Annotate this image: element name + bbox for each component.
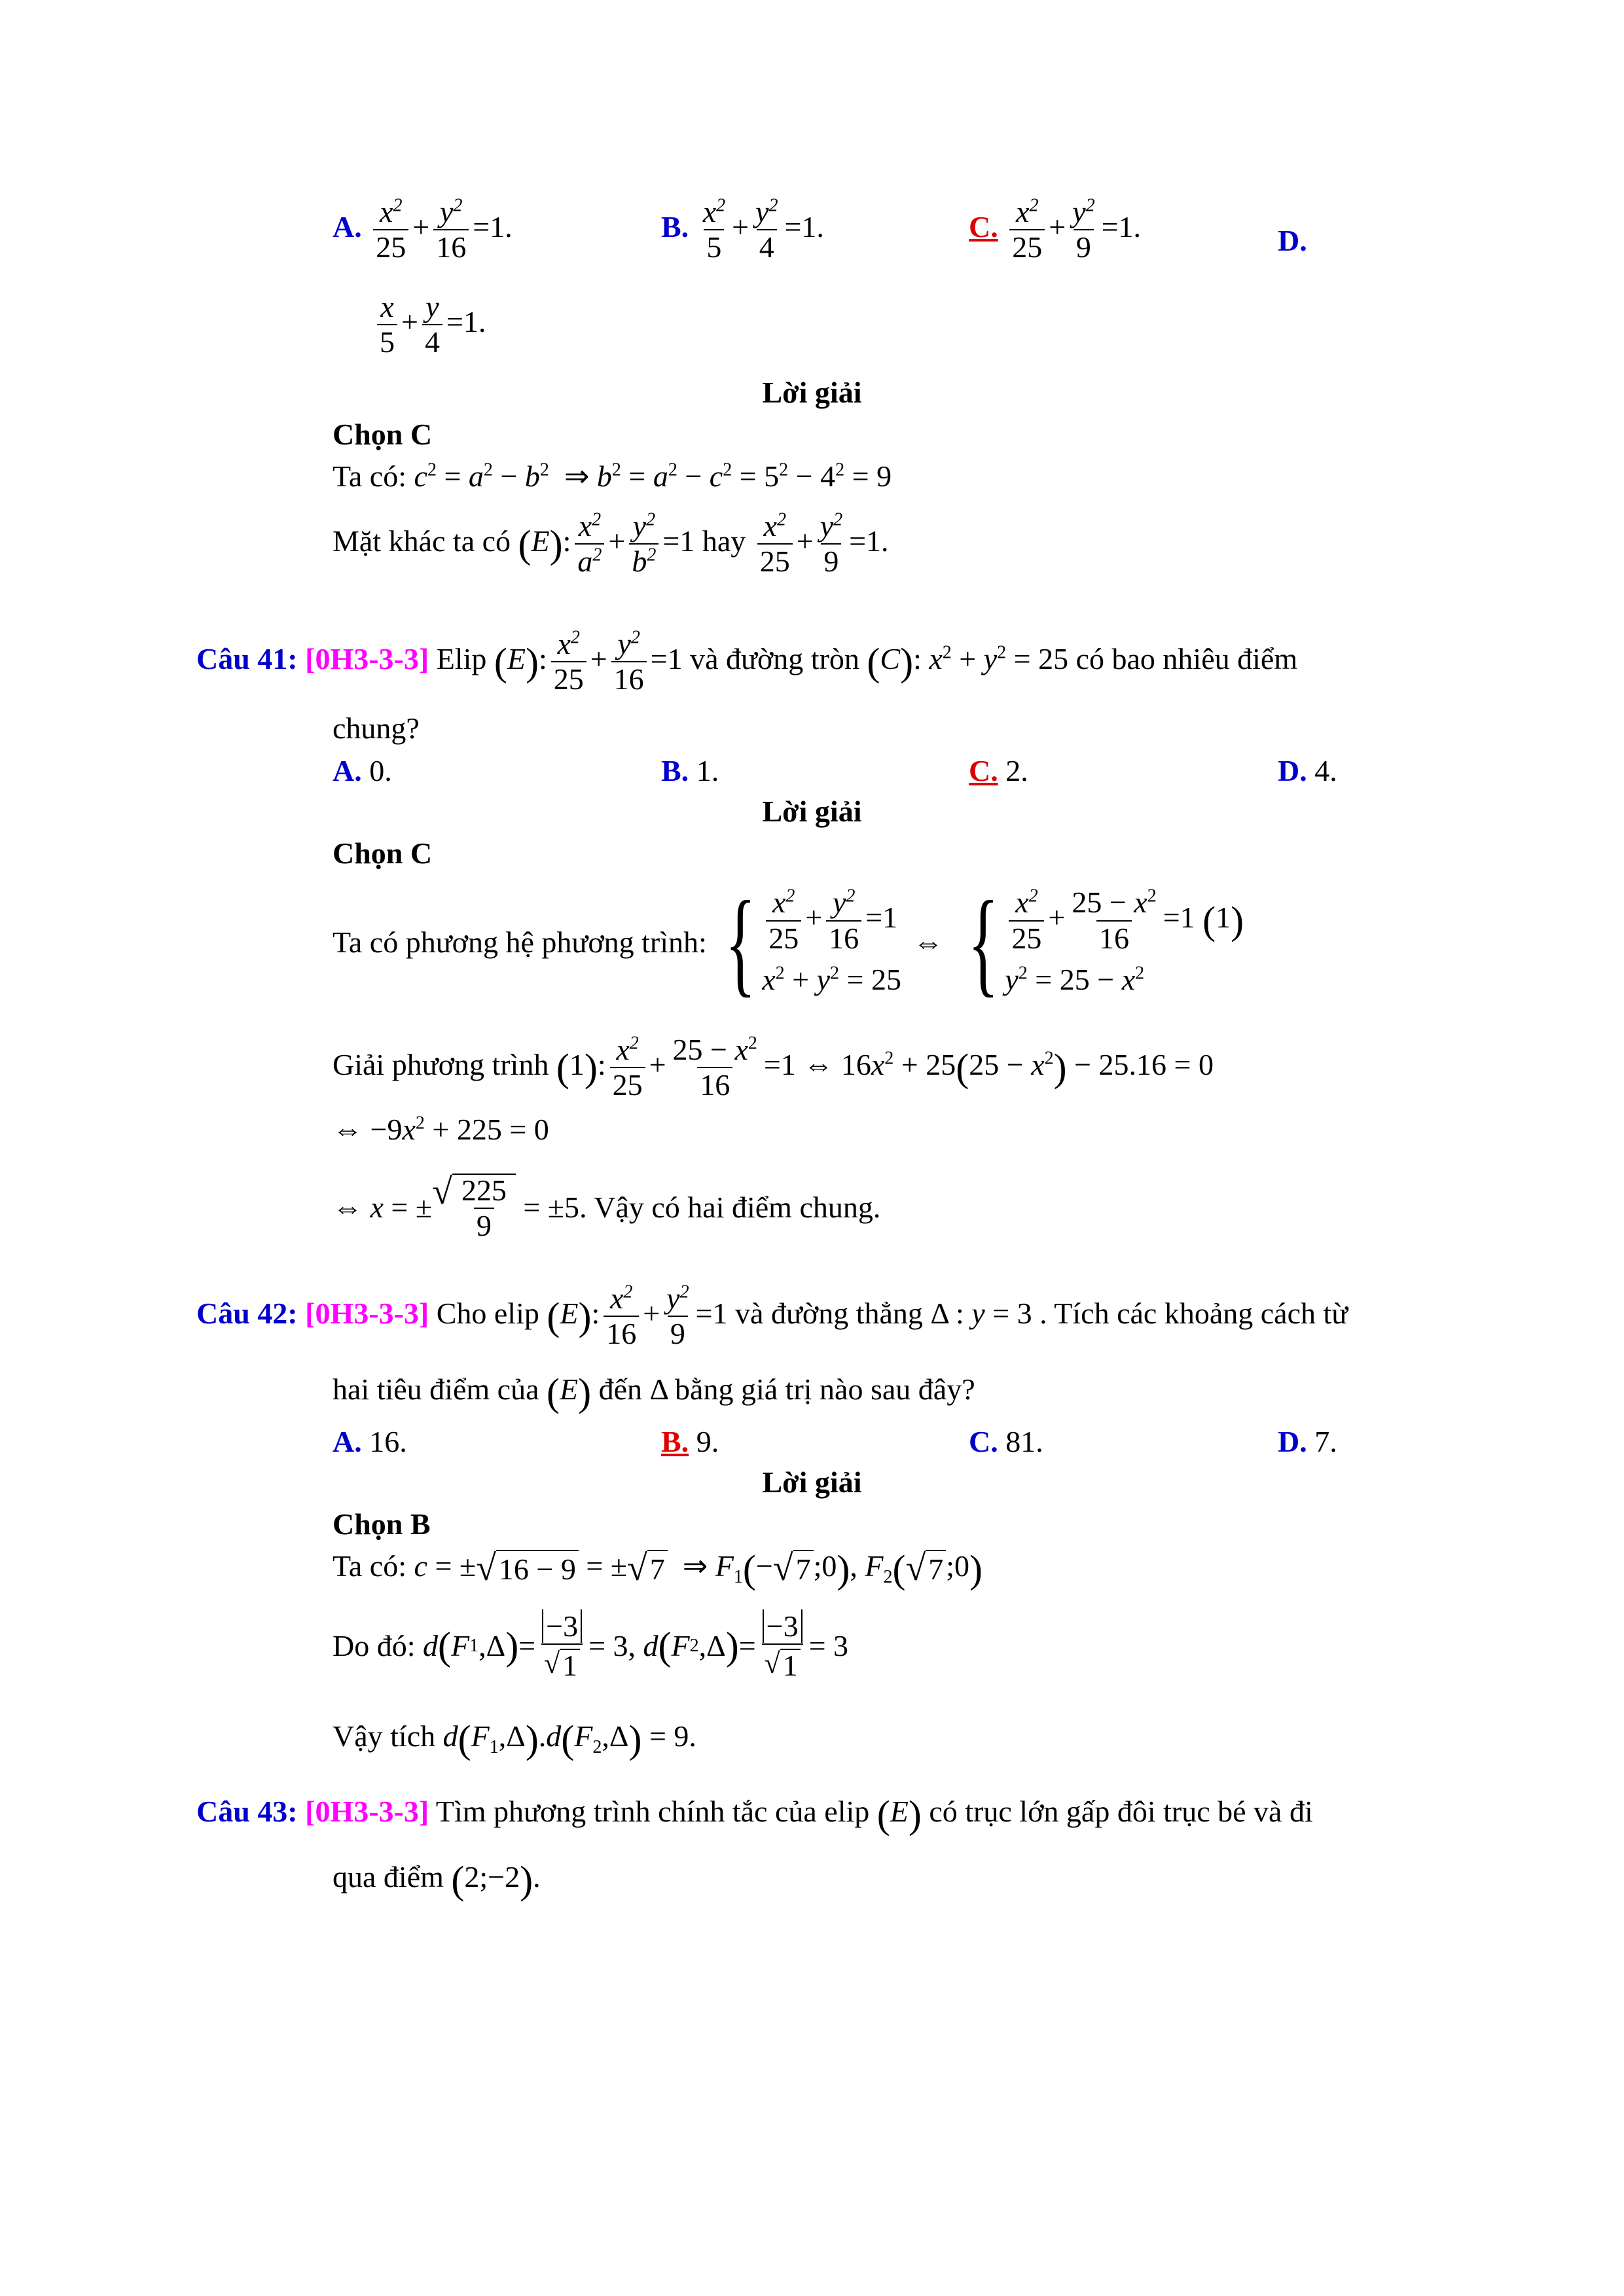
q40-option-b: B. $\frac{x^2}{5}$ + $\frac{y^2}{4}$ =1. — [661, 195, 824, 264]
q43-question-line-2: qua điểm (2;−2). — [333, 1858, 541, 1902]
option-label-correct: C. — [969, 209, 998, 243]
q42-solution-line-3: Vậy tích $d(F_1,\Delta).d(F_2,\Delta) = 9$. — [333, 1717, 696, 1761]
option-value: 2. — [1005, 754, 1028, 787]
option-label: D. — [1278, 754, 1307, 787]
equation-system-2: { $\frac{x^2}{25}$ + $\frac{25 - x^2}{16}$ =1 (1) $y^2 = 25 - x^2$ — [967, 877, 1244, 1007]
text: Vậy tích — [333, 1719, 436, 1753]
text: Elip — [436, 641, 487, 675]
option-label: D. — [1278, 1425, 1307, 1458]
option-label: A. — [333, 209, 362, 243]
text: hay — [702, 524, 746, 558]
text: Cho elip — [436, 1296, 539, 1330]
q41-choose: Chọn C — [333, 836, 433, 870]
option-label-correct: B. — [661, 1425, 689, 1458]
q41-system: Ta có phương hệ phương trình: { $\frac{x^2}{25}$ + $\frac{y^2}{16}$ =1 $x^2 + y^2 = 25$ ⇔ { $\frac{x^2}{25}$ + $\frac{25 - x^2}{16}$ =1 (1) $y^2 = 25 - x^2$ — [333, 877, 1244, 1007]
equation-system-1: { $\frac{x^2}{25}$ + $\frac{y^2}{16}$ =1 $x^2 + y^2 = 25$ — [725, 877, 901, 1007]
question-tag: [0H3-3-3] — [305, 641, 429, 675]
q41-option-a — [333, 753, 392, 789]
q42-option-c — [969, 1424, 1043, 1460]
option-value: 1. — [696, 754, 719, 787]
text: Giải phương trình — [333, 1047, 549, 1081]
option-value: 16. — [369, 1425, 407, 1458]
option-label-correct: C. — [969, 754, 998, 787]
q41-option-b — [661, 753, 719, 789]
option-value: 81. — [1005, 1425, 1043, 1458]
text: có bao nhiêu điểm — [1075, 641, 1298, 675]
q42-option-a — [333, 1424, 407, 1460]
q41-step-2: ⇔ $-9x^2 + 225 = 0$ — [333, 1113, 549, 1146]
option-label: B. — [661, 754, 689, 787]
option-value: 4. — [1314, 754, 1337, 787]
text: . Tích các khoảng cách từ — [1039, 1296, 1348, 1330]
question-number: Câu 42: — [196, 1296, 298, 1330]
text: hai tiêu điểm của — [333, 1372, 539, 1406]
q43-question-line-1: Câu 43: [0H3-3-3] Tìm phương trình chính tắc của elip (E) có trục lớn gấp đôi trục bé và đi — [196, 1793, 1313, 1837]
sqrt: √ $\frac{225}{9}$ — [432, 1174, 516, 1242]
q40-solution-line-2: Mặt khác ta có (E): $\frac{x^2}{a^2}$ + $\frac{y^2}{b^2}$ =1 hay $\frac{x^2}{25}$ + $\frac{y^2}{9}$ =1. — [333, 509, 889, 579]
text: và đường tròn — [690, 641, 859, 675]
q42-solution-line-1: Ta có: c = ± √ 16 − 9 = ± √ 7 ⇒ $F_1(-$ √ 7 ;0), $F_2$( √ 7 ;0) — [333, 1547, 983, 1591]
question-tag: [0H3-3-3] — [305, 1296, 429, 1330]
text: Mặt khác ta có — [333, 524, 511, 558]
option-value: 0. — [369, 754, 392, 787]
q42-question-line-2: hai tiêu điểm của (E) đến Δ bằng giá trị nào sau đây? — [333, 1371, 975, 1414]
q41-step-3: ⇔ x = ± √ $\frac{225}{9}$ = ±5 . Vậy có hai điểm chung. — [333, 1171, 881, 1242]
q40-option-c: C. $\frac{x^2}{25}$ + $\frac{y^2}{9}$ =1. — [969, 195, 1142, 264]
q42-option-b — [661, 1424, 719, 1460]
q40-option-d — [1278, 223, 1307, 259]
text: bằng giá trị nào sau đây? — [675, 1372, 975, 1406]
option-label: D. — [1278, 224, 1307, 257]
question-tag: [0H3-3-3] — [305, 1795, 429, 1828]
q40-option-a: A. $\frac{x^2}{25}$ + $\frac{y^2}{16}$ =1. — [333, 195, 513, 264]
q41-option-c — [969, 753, 1028, 789]
q42-question-line-1: Câu 42: [0H3-3-3] Cho elip (E): $\frac{x^2}{16}$ + $\frac{y^2}{9}$ =1 và đường thẳng Δ : y = 3 . Tích các khoảng cách từ — [196, 1282, 1348, 1351]
q40-option-d-formula: $\frac{x}{5}$ + $\frac{y}{4}$ =1. — [373, 291, 486, 359]
q41-question-line-1: Câu 41: [0H3-3-3] Elip (E): $\frac{x^2}{25}$ + $\frac{y^2}{16}$ =1 và đường tròn (C): $x^2 + y^2 = 25$ có bao nhiêu điểm — [196, 627, 1298, 696]
q42-choose: Chọn B — [333, 1507, 431, 1541]
text: có trục lớn gấp đôi trục bé và đi — [929, 1795, 1313, 1828]
text: Tìm phương trình chính tắc của elip — [435, 1795, 870, 1828]
text: đến — [598, 1372, 642, 1406]
text: Ta có: — [333, 1549, 407, 1583]
q41-question-line-2: chung? — [333, 711, 420, 745]
text: Do đó: — [333, 1629, 416, 1662]
q40-choose: Chọn C — [333, 418, 433, 451]
question-number: Câu 41: — [196, 641, 298, 675]
option-value: 7. — [1314, 1425, 1337, 1458]
text: Ta có phương hệ phương trình: — [333, 925, 707, 959]
q42-solution-line-2: Do đó: d ( F 1 ,Δ ) = −3 √ 1 = 3, d ( F 2 ,Δ ) = −3 √ 1 = 3 — [333, 1609, 849, 1682]
q41-option-d — [1278, 753, 1337, 789]
q42-option-d — [1278, 1424, 1337, 1460]
q40-solution-line-1: Ta có: $c^2 = a^2 - b^2$ ⇒ $b^2 = a^2 - c^2 = 5^2 - 4^2 = 9$ — [333, 459, 892, 493]
q42-solution-heading: Lời giải — [762, 1465, 862, 1499]
option-label: A. — [333, 1425, 362, 1458]
text: qua điểm — [333, 1860, 444, 1893]
text: . Vậy có hai điểm chung. — [579, 1191, 881, 1224]
q40-solution-heading: Lời giải — [762, 376, 862, 409]
option-value: 9. — [696, 1425, 719, 1458]
q41-solve-line: Giải phương trình (1): $\frac{x^2}{25}$ + $\frac{25 - x^2}{16}$ =1 ⇔ $16x^2 + 25(25 - x^2) - 25.16 = 0$ — [333, 1033, 1214, 1102]
option-label: C. — [969, 1425, 998, 1458]
q41-solution-heading: Lời giải — [762, 795, 862, 828]
text: và đường thẳng — [735, 1296, 923, 1330]
option-label: A. — [333, 754, 362, 787]
option-label: B. — [661, 209, 689, 243]
question-number: Câu 43: — [196, 1795, 298, 1828]
text: Ta có: — [333, 459, 407, 493]
